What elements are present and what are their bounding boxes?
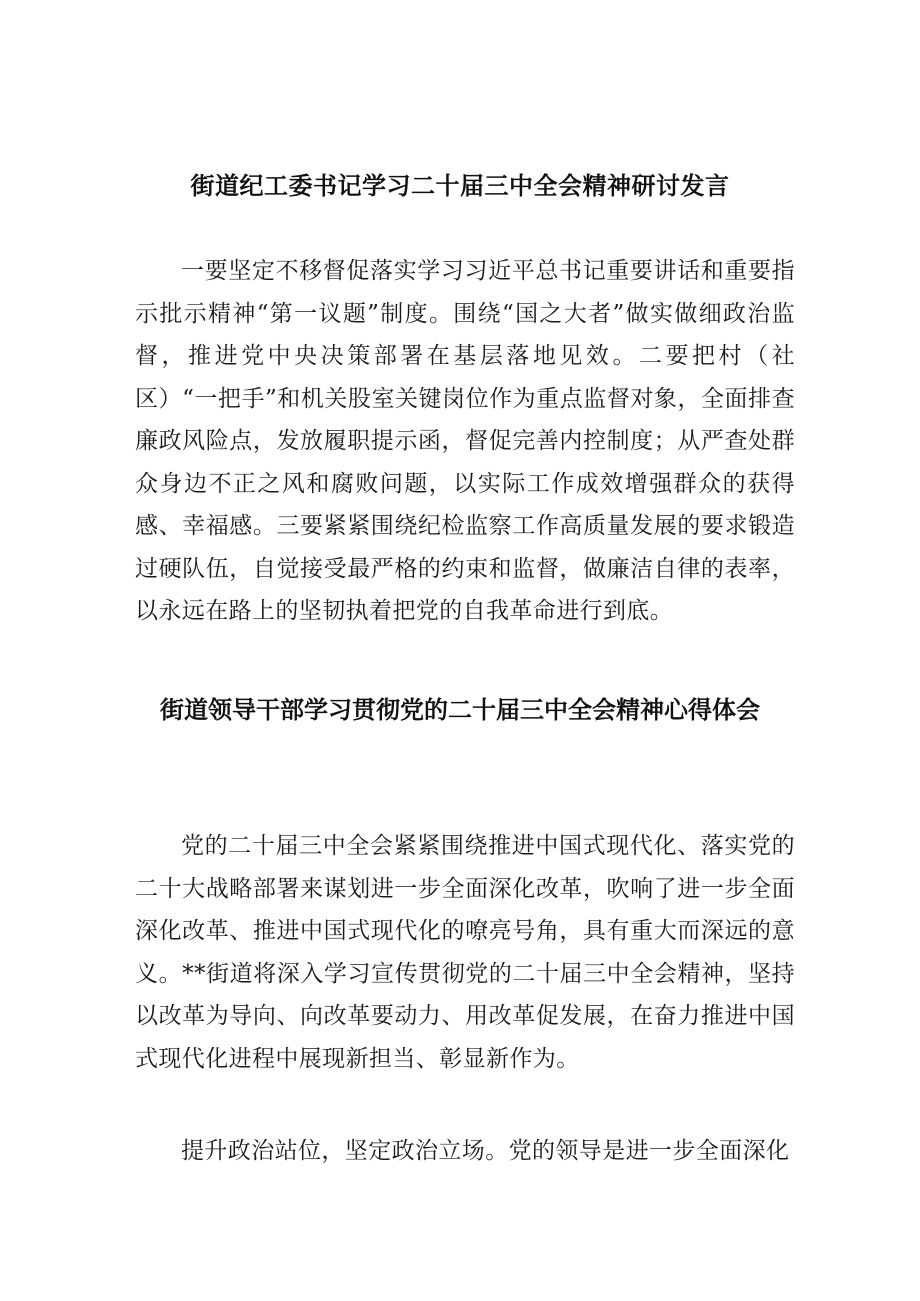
article-1-paragraph: 一要坚定不移督促落实学习习近平总书记重要讲话和重要指示批示精神“第一议题”制度。围绕“国之大者”做实做细政治监督，推进党中央决策部署在基层落地见效。二要把村（社区）“一把手”和机关股室关键岗位作为重点监督对象，全面排查廉政风险点，发放履职提示函，督促完善内控制度；从严查处群众身边不正之风和腐败问题，以实际工作成效增强群众的获得感、幸福感。三要紧紧围绕纪检监察工作高质量发展的要求锻造过硬队伍，自觉接受最严格的约束和监督，做廉洁自律的表率，以永远在路上的坚韧执着把党的自我革命进行到底。: [135, 258, 795, 624]
article-2-paragraph-1: 党的二十届三中全会紧紧围绕推进中国式现代化、落实党的二十大战略部署来谋划进一步全面深化改革，吹响了进一步全面深化改革、推进中国式现代化的嘹亮号角，具有重大而深远的意义。**街道将深入学习宣传贯彻党的二十届三中全会精神，坚持以改革为导向、向改革要动力、用改革促发展，在奋力推进中国式现代化进程中展现新担当、彰显新作为。: [135, 833, 795, 1072]
article-2-paragraph-2: 提升政治站位，坚定政治立场。党的领导是进一步全面深化: [181, 1138, 790, 1164]
article-2-title: 街道领导干部学习贯彻党的二十届三中全会精神心得体会: [160, 696, 760, 724]
article-1-title: 街道纪工委书记学习二十届三中全会精神研讨发言: [190, 172, 730, 200]
